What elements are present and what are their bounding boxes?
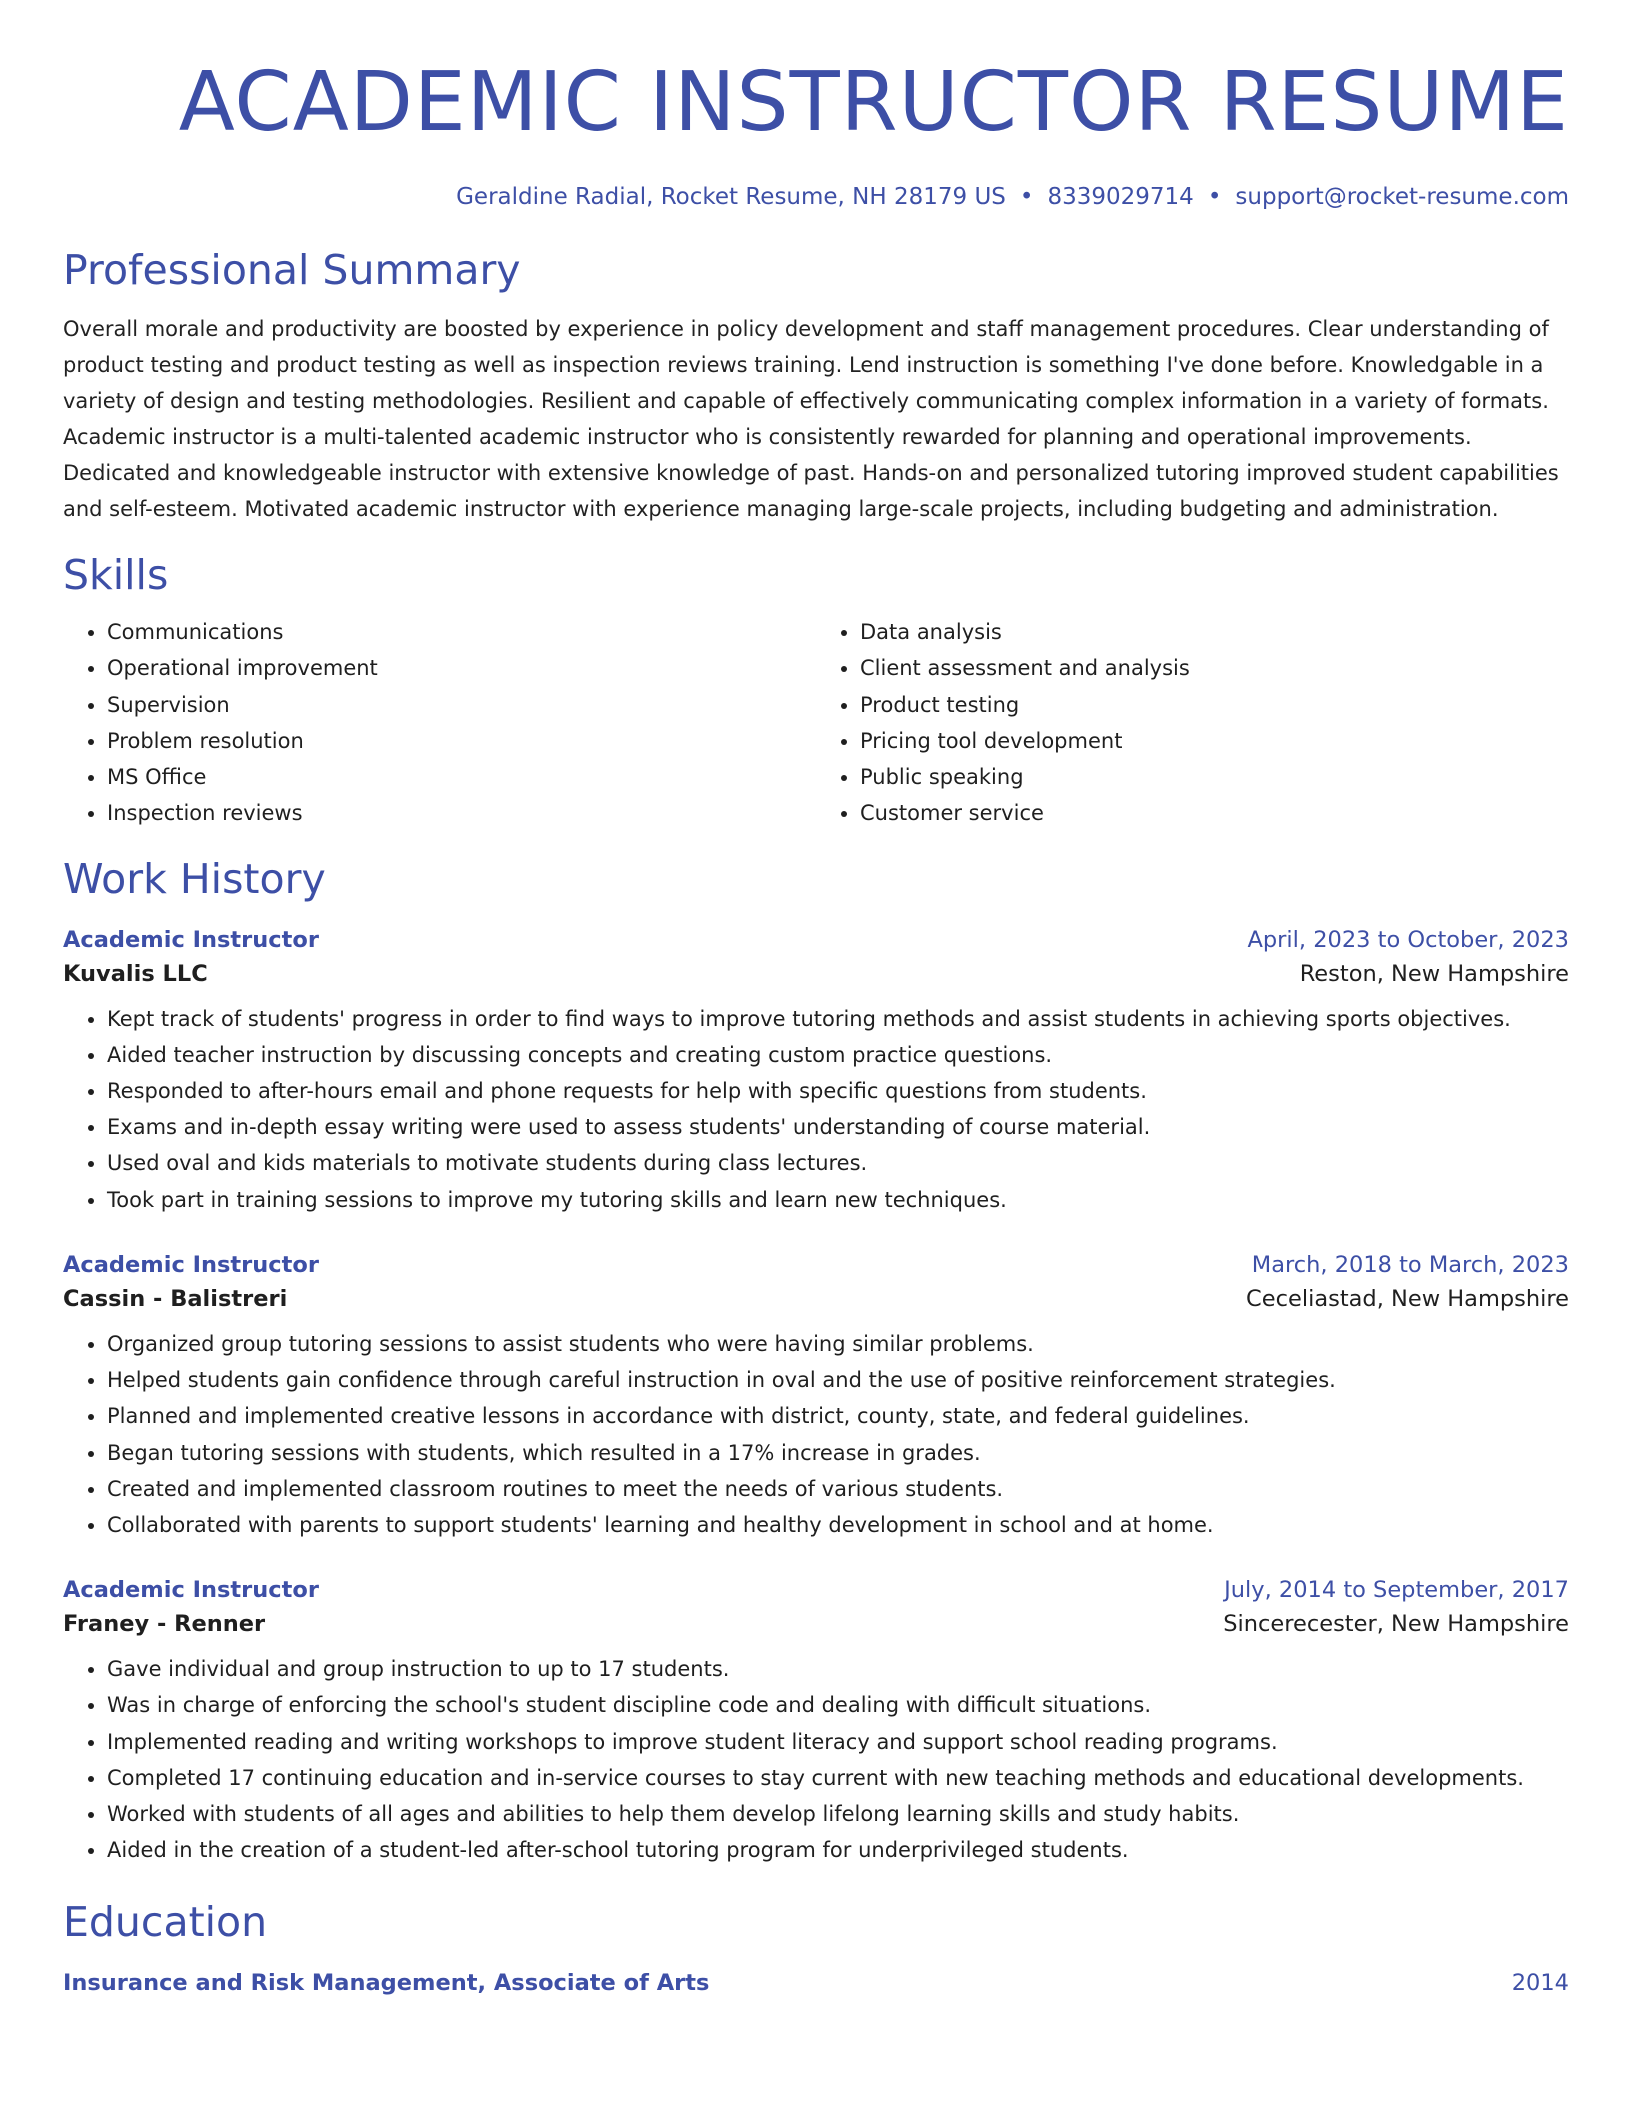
skill-item: • Client assessment and analysis: [860, 650, 1569, 686]
job-bullet: • Responded to after-hours email and phone requests for help with specific questions from students.: [107, 1073, 1569, 1109]
job-company-row: [63, 1611, 1569, 1637]
job-header-row: [63, 1577, 1569, 1603]
education-heading: Education: [63, 1898, 268, 1947]
job-title: Academic Instructor: [63, 1577, 319, 1604]
job-bullet: • Exams and in-depth essay writing were used to assess students' understanding of course material.: [107, 1109, 1569, 1145]
job-bullet: • Implemented reading and writing workshops to improve student literacy and support school reading programs.: [107, 1724, 1569, 1760]
job-bullet: • Planned and implemented creative lessons in accordance with district, county, state, and federal guidelines.: [107, 1398, 1569, 1434]
skill-item: • Product testing: [860, 687, 1569, 723]
job-bullet: • Took part in training sessions to improve my tutoring skills and learn new techniques.: [107, 1182, 1569, 1218]
skill-item: • Data analysis: [860, 614, 1569, 650]
contact-separator: •: [1019, 184, 1034, 211]
skills-list-left: [63, 614, 816, 831]
job-company-row: [63, 961, 1569, 987]
job-bullet: • Gave individual and group instruction to up to 17 students.: [107, 1651, 1569, 1687]
job-bullet: • Kept track of students' progress in order to find ways to improve tutoring methods and assist students in achieving sports objectives.: [107, 1001, 1569, 1037]
skills-heading: Skills: [63, 551, 169, 600]
skill-item: • MS Office: [107, 759, 816, 795]
job-bullet: • Began tutoring sessions with students, which resulted in a 17% increase in grades.: [107, 1435, 1569, 1471]
education-section: [63, 1898, 1569, 1995]
job-header-row: [63, 927, 1569, 953]
contact-line: [63, 184, 1569, 212]
job-bullet: • Worked with students of all ages and abilities to help them develop lifelong learning skills and study habits.: [107, 1796, 1569, 1832]
skills-columns: [63, 614, 1569, 831]
contact-address: Geraldine Radial, Rocket Resume, NH 28179 US: [456, 184, 1006, 211]
skill-item: • Communications: [107, 614, 816, 650]
skills-section: [63, 551, 1569, 831]
skill-item: • Pricing tool development: [860, 723, 1569, 759]
job-bullet: • Used oval and kids materials to motivate students during class lectures.: [107, 1145, 1569, 1181]
job-bullet: • Helped students gain confidence through careful instruction in oval and the use of positive reinforcement strategies.: [107, 1362, 1569, 1398]
skill-item: • Customer service: [860, 795, 1569, 831]
skill-item: • Problem resolution: [107, 723, 816, 759]
job-bullet: • Completed 17 continuing education and in-service courses to stay current with new teaching methods and educational developments.: [107, 1760, 1569, 1796]
work-section: [63, 855, 1569, 1868]
job-dates: April, 2023 to October, 2023: [1247, 926, 1569, 953]
summary-text: Overall morale and productivity are boosted by experience in policy development and staff management procedures. Clear understanding of product testing and product testing as well as inspection reviews training. Lend instruction is something I've done before. Knowledgable in a variety of design and testing methodologies. Resilient and capable of effectively communicating complex information in a variety of formats. Academic instructor is a multi-talented academic instructor who is consistently rewarded for planning and operational improvements. Dedicated and knowledgeable instructor with extensive knowledge of past. Hands-on and personalized tutoring improved student capabilities and self-esteem. Motivated academic instructor with experience managing large-scale projects, including budgeting and administration.: [63, 317, 1559, 522]
skills-list-right: [816, 614, 1569, 831]
job-bullet: • Created and implemented classroom routines to meet the needs of various students.: [107, 1471, 1569, 1507]
job-location: Sincerecester, New Hampshire: [1223, 1611, 1569, 1638]
job-company: Kuvalis LLC: [63, 960, 208, 987]
education-year: 2014: [1511, 1969, 1569, 1996]
job-entry: [63, 1252, 1569, 1543]
job-location: Reston, New Hampshire: [1299, 960, 1569, 987]
job-header-row: [63, 1252, 1569, 1278]
job-bullet: • Aided in the creation of a student-led after-school tutoring program for underprivileged students.: [107, 1832, 1569, 1868]
education-degree: Insurance and Risk Management, Associate of Arts: [63, 1969, 710, 1996]
job-entry: [63, 1577, 1569, 1868]
resume-title: ACADEMIC INSTRUCTOR RESUME: [178, 55, 1569, 150]
job-location: Ceceliastad, New Hampshire: [1246, 1285, 1569, 1312]
job-bullet: • Collaborated with parents to support students' learning and healthy development in school and at home.: [107, 1507, 1569, 1543]
resume-header: [63, 0, 1569, 212]
skill-item: • Operational improvement: [107, 650, 816, 686]
skill-item: • Inspection reviews: [107, 795, 816, 831]
job-company: Cassin - Balistreri: [63, 1285, 288, 1312]
work-heading: Work History: [63, 855, 326, 904]
job-dates: March, 2018 to March, 2023: [1251, 1251, 1569, 1278]
job-bullet: • Aided teacher instruction by discussing concepts and creating custom practice questions.: [107, 1037, 1569, 1073]
job-bullets: [63, 1001, 1569, 1218]
contact-separator: •: [1207, 184, 1222, 211]
skill-item: • Supervision: [107, 687, 816, 723]
job-title: Academic Instructor: [63, 926, 319, 953]
job-bullet: • Organized group tutoring sessions to assist students who were having similar problems.: [107, 1326, 1569, 1362]
job-entry: [63, 927, 1569, 1218]
education-row: [63, 1970, 1569, 1996]
job-company: Franey - Renner: [63, 1611, 266, 1638]
job-dates: July, 2014 to September, 2017: [1224, 1577, 1569, 1604]
job-bullets: [63, 1651, 1569, 1868]
contact-email: support@rocket-resume.com: [1235, 184, 1569, 211]
job-bullet: • Was in charge of enforcing the school's student discipline code and dealing with difficult situations.: [107, 1687, 1569, 1723]
skill-item: • Public speaking: [860, 759, 1569, 795]
job-title: Academic Instructor: [63, 1251, 319, 1278]
summary-heading: Professional Summary: [63, 245, 521, 294]
job-bullets: [63, 1326, 1569, 1543]
contact-phone: 8339029714: [1047, 184, 1194, 211]
summary-section: [63, 246, 1569, 527]
job-company-row: [63, 1286, 1569, 1312]
